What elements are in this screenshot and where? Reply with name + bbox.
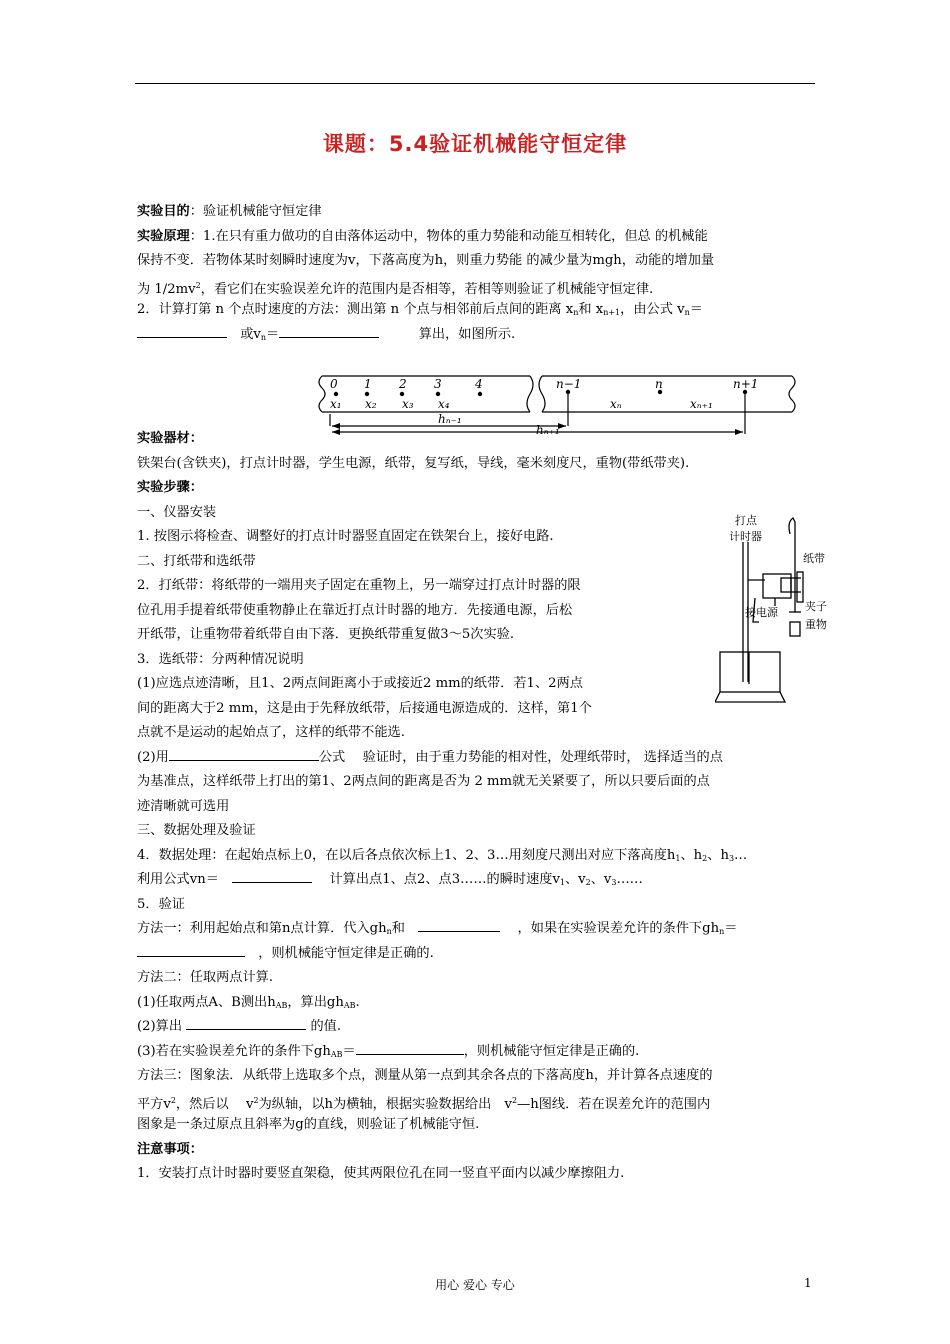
stand-label-timer: 打点 bbox=[735, 514, 757, 527]
principle-line-2: 保持不变．若物体某时刻瞬时速度为v，下落高度为h，则重力势能 的减少量为mgh，动能的增加量 bbox=[137, 253, 715, 268]
step3-line-5: (2)用 公式 验证时，由于重力势能的相对性，处理纸带时， 选择适当的点 bbox=[137, 746, 853, 771]
tape-h-label: hₙ₊₁ bbox=[536, 423, 560, 437]
footer-text: 用心 爱心 专心 bbox=[435, 1278, 515, 1292]
tape-x-label: x₂ bbox=[365, 397, 377, 411]
tape-x-label: xₙ₊₁ bbox=[690, 397, 713, 411]
method1-line-2: ，则机械能守恒定律是正确的. bbox=[137, 942, 853, 967]
tape-point-label: 2 bbox=[399, 377, 407, 391]
principle-line-1: 实验原理：1.在只有重力做功的自由落体运动中，物体的重力势能和动能互相转化，但总 的机械能 bbox=[137, 228, 708, 244]
velocity-formula-blank-2[interactable] bbox=[279, 323, 379, 338]
method2-line-3: (2)算出 的值. bbox=[137, 1015, 853, 1040]
step1-text: 1. 按图示将检查、调整好的打点计时器竖直固定在铁架台上，接好电路. bbox=[137, 529, 554, 544]
notes-heading: 注意事项： bbox=[137, 1141, 203, 1157]
steps-heading: 实验步骤： bbox=[137, 480, 203, 495]
notes-item-1: 1．安装打点计时器时要竖直架稳，使其两限位孔在同一竖直平面内以减少摩擦阻力. bbox=[137, 1166, 625, 1181]
principle-line-4: 2．计算打第 n 个点时速度的方法：测出第 n 个点与相邻前后点间的距离 $x_n$和 $x_{n+1}$，由公式 $v_n=$ bbox=[137, 302, 703, 317]
step3-line-3: 间的距离大于2 mm，这是由于先释放纸带，后接通电源造成的．这样，第1个 bbox=[137, 700, 592, 716]
tape-x-label: x₃ bbox=[402, 397, 414, 411]
method1-blank-2[interactable] bbox=[137, 942, 245, 957]
purpose-line: 实验目的：验证机械能守恒定律 bbox=[137, 204, 322, 219]
method2-blank-1[interactable] bbox=[186, 1015, 306, 1030]
equipment-heading: 实验器材： bbox=[137, 431, 203, 446]
method2-line-2: (1)任取两点A、B测出$h_{AB}$，算出$gh_{AB}$. bbox=[137, 994, 360, 1010]
tape-point-label: 3 bbox=[434, 377, 442, 391]
tape-point-label: n+1 bbox=[733, 377, 759, 391]
paper-tape-figure bbox=[310, 372, 805, 438]
stand-label-clip: 夹子 bbox=[805, 600, 827, 613]
method3-line-3: 图象是一条过原点且斜率为g的直线，则验证了机械能守恒. bbox=[137, 1117, 480, 1132]
step3-line-7: 迹清晰就可选用 bbox=[137, 798, 230, 814]
formula-blank[interactable] bbox=[169, 746, 319, 761]
tape-x-label: x₁ bbox=[330, 397, 342, 411]
vn-formula-blank[interactable] bbox=[232, 868, 312, 883]
method3-line-1: 方法三：图象法．从纸带上选取多个点，测量从第一点到其余各点的下落高度h，并计算各点速度的 bbox=[137, 1068, 713, 1083]
step4-line-1: 4．数据处理：在起始点标上0，在以后各点依次标上1、2、3…用刻度尺测出对应下落高度$h_1$、$h_2$、$h_3\dots$ bbox=[137, 847, 748, 863]
method2-line-1: 方法二：任取两点计算. bbox=[137, 970, 274, 985]
step5-heading: 5．验证 bbox=[137, 896, 185, 912]
method1-line-1: 方法一：利用起始点和第n点计算．代入$gh_n$和 ，如果在实验误差允许的条件下$gh_n=$ bbox=[137, 917, 853, 942]
step2-line-3: 开纸带，让重物带着纸带自由下落．更换纸带重复做3～5次实验. bbox=[137, 627, 515, 642]
header-rule bbox=[135, 83, 815, 84]
method2-line-4: (3)若在实验误差允许的条件下$gh_{AB}=$ ，则机械能守恒定律是正确的. bbox=[137, 1040, 853, 1065]
step2-heading: 二、打纸带和选纸带 bbox=[137, 553, 256, 569]
apparatus-figure bbox=[715, 512, 840, 712]
equipment-text: 铁架台(含铁夹)，打点计时器，学生电源，纸带，复写纸，导线，毫米刻度尺，重物(带纸带夹). bbox=[137, 455, 690, 471]
tape-point-label: 1 bbox=[364, 377, 372, 391]
step1-heading: 一、仪器安装 bbox=[137, 504, 217, 520]
step3-line-4: 点就不是运动的起始点了，这样的纸带不能选. bbox=[137, 725, 405, 740]
step3-line-1: 3．选纸带：分两种情况说明 bbox=[137, 651, 304, 667]
stand-label-timer: 计时器 bbox=[729, 530, 762, 543]
method2-blank-2[interactable] bbox=[356, 1040, 464, 1055]
method3-line-2: 平方$v^2$，然后以 $v^2$为纵轴，以h为横轴，根据实验数据给出 $v^2—h$图线．若在误差允许的范围内 bbox=[137, 1095, 711, 1112]
tape-point-label: 0 bbox=[330, 377, 338, 391]
step4-line-2: 利用公式vn＝ 计算出点1、点2、点3……的瞬时速度$v_1$、$v_2$、$v_3\dots\dots$ bbox=[137, 868, 853, 893]
principle-line-3: 为 $1/2mv^2$，看它们在实验误差允许的范围内是否相等，若相等则验证了机械能守恒定律. bbox=[137, 280, 654, 297]
stand-label-power: 接电源 bbox=[745, 606, 778, 619]
page-title: 课题：5.4验证机械能守恒定律 bbox=[322, 132, 628, 156]
tape-point-label: n−1 bbox=[556, 377, 582, 391]
tape-h-label: hₙ₋₁ bbox=[438, 412, 462, 426]
principle-line-5: 或$v_n=$ 算出，如图所示. bbox=[137, 323, 853, 348]
tape-point-label: 4 bbox=[475, 377, 483, 391]
step2-line-1: 2．打纸带：将纸带的一端用夹子固定在重物上，另一端穿过打点计时器的限 bbox=[137, 578, 581, 593]
tape-x-label: x₄ bbox=[438, 397, 450, 411]
velocity-formula-blank-1[interactable] bbox=[137, 323, 227, 338]
step3-line-6: 为基准点，这样纸带上打出的第1、2两点间的距离是否为 2 mm就无关紧要了，所以只要后面的点 bbox=[137, 774, 710, 789]
stand-label-tape: 纸带 bbox=[803, 552, 825, 565]
method1-blank-1[interactable] bbox=[418, 917, 500, 932]
step4-heading: 三、数据处理及验证 bbox=[137, 823, 256, 838]
page-number: 1 bbox=[804, 1276, 812, 1290]
step2-line-2: 位孔用手提着纸带使重物静止在靠近打点计时器的地方．先接通电源，后松 bbox=[137, 602, 573, 618]
stand-label-weight: 重物 bbox=[805, 618, 827, 631]
tape-point-label: n bbox=[655, 377, 663, 391]
step3-line-2: (1)应选点迹清晰，且1、2两点间距离小于或接近2 mm的纸带．若1、2两点 bbox=[137, 676, 583, 691]
tape-x-label: xₙ bbox=[610, 397, 622, 411]
